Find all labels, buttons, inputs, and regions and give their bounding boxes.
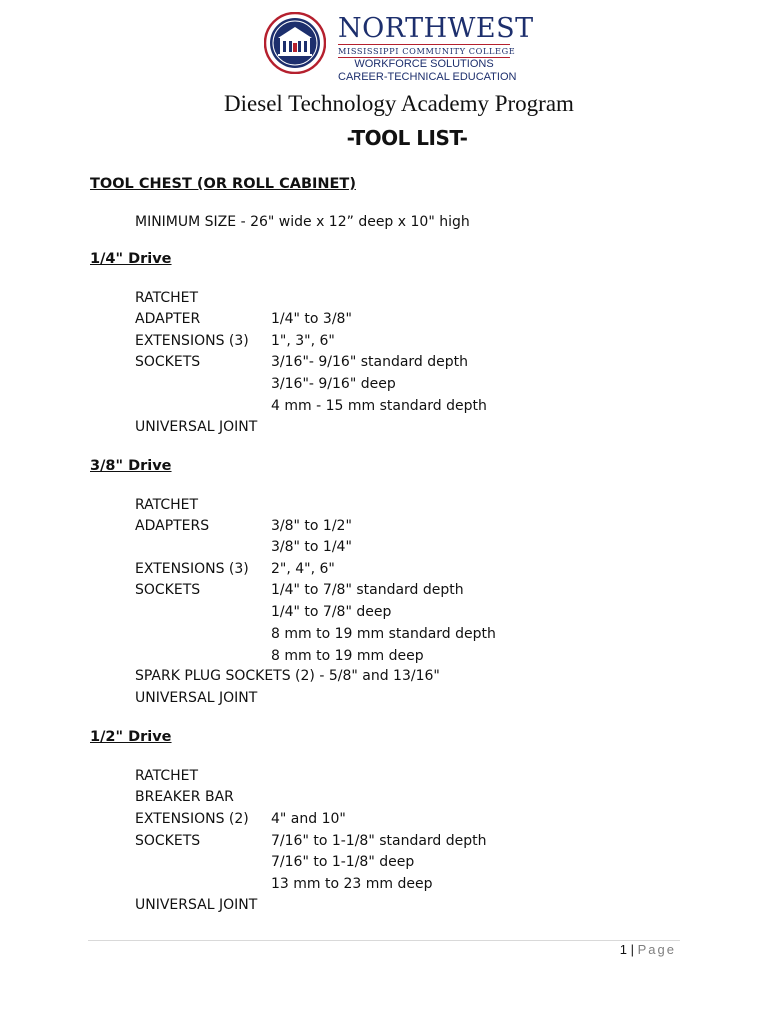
section-heading-quarter-drive: 1/4" Drive [90,251,172,267]
list-item-detail: 7/16" to 1-1/8" standard depth [271,833,487,849]
page-number: 1 [619,942,628,957]
list-item-detail: 13 mm to 23 mm deep [271,876,433,892]
brand-subtitle: MISSISSIPPI COMMUNITY COLLEGE [338,46,516,56]
list-item: UNIVERSAL JOINT [135,690,258,706]
section-heading-tool-chest: TOOL CHEST (OR ROLL CABINET) [90,176,356,192]
list-item-detail: 1", 3", 6" [271,333,335,349]
footer-divider [88,940,680,941]
list-item-detail: 1/4" to 3/8" [271,311,352,327]
list-item: UNIVERSAL JOINT [135,419,258,435]
list-item-detail: 7/16" to 1-1/8" deep [271,854,415,870]
page-subtitle: -TOOL LIST- [346,126,468,150]
college-logo [264,12,534,84]
brand-line-1: WORKFORCE SOLUTIONS [354,58,494,70]
list-item: UNIVERSAL JOINT [135,897,258,913]
list-item-detail: 4" and 10" [271,811,346,827]
list-item: EXTENSIONS (3) [135,333,249,349]
list-item-detail: 3/8" to 1/4" [271,539,352,555]
list-item: EXTENSIONS (2) [135,811,249,827]
list-item: EXTENSIONS (3) [135,561,249,577]
list-item: SPARK PLUG SOCKETS (2) - 5/8" and 13/16" [135,668,440,684]
footer-separator: | [627,942,638,957]
brand-name: NORTHWEST [338,13,534,44]
list-item-detail: 4 mm - 15 mm standard depth [271,398,487,414]
list-item: BREAKER BAR [135,789,234,805]
list-item: SOCKETS [135,354,201,370]
list-item: RATCHET [135,768,199,784]
list-item-detail: 8 mm to 19 mm deep [271,648,424,664]
page-label: Page [637,942,676,957]
page-title: Diesel Technology Academy Program [224,91,574,116]
list-item-detail: 2", 4", 6" [271,561,335,577]
list-item: RATCHET [135,290,199,306]
section-heading-half-drive: 1/2" Drive [90,729,172,745]
brand-line-2: CAREER-TECHNICAL EDUCATION [338,71,517,83]
college-seal-icon [264,12,326,74]
page-footer [620,942,676,957]
list-item-detail: 3/16"- 9/16" deep [271,376,396,392]
list-item-detail: 1/4" to 7/8" deep [271,604,392,620]
list-item: SOCKETS [135,833,201,849]
section-heading-three-eighths-drive: 3/8" Drive [90,458,172,474]
brand-text [338,14,534,84]
list-item: ADAPTERS [135,518,210,534]
list-item: SOCKETS [135,582,201,598]
list-item: ADAPTER [135,311,201,327]
list-item-detail: 8 mm to 19 mm standard depth [271,626,496,642]
list-item: RATCHET [135,497,199,513]
list-item-detail: 3/16"- 9/16" standard depth [271,354,469,370]
list-item-detail: 1/4" to 7/8" standard depth [271,582,464,598]
list-item-detail: 3/8" to 1/2" [271,518,352,534]
list-item: MINIMUM SIZE - 26" wide x 12” deep x 10" high [135,214,470,230]
